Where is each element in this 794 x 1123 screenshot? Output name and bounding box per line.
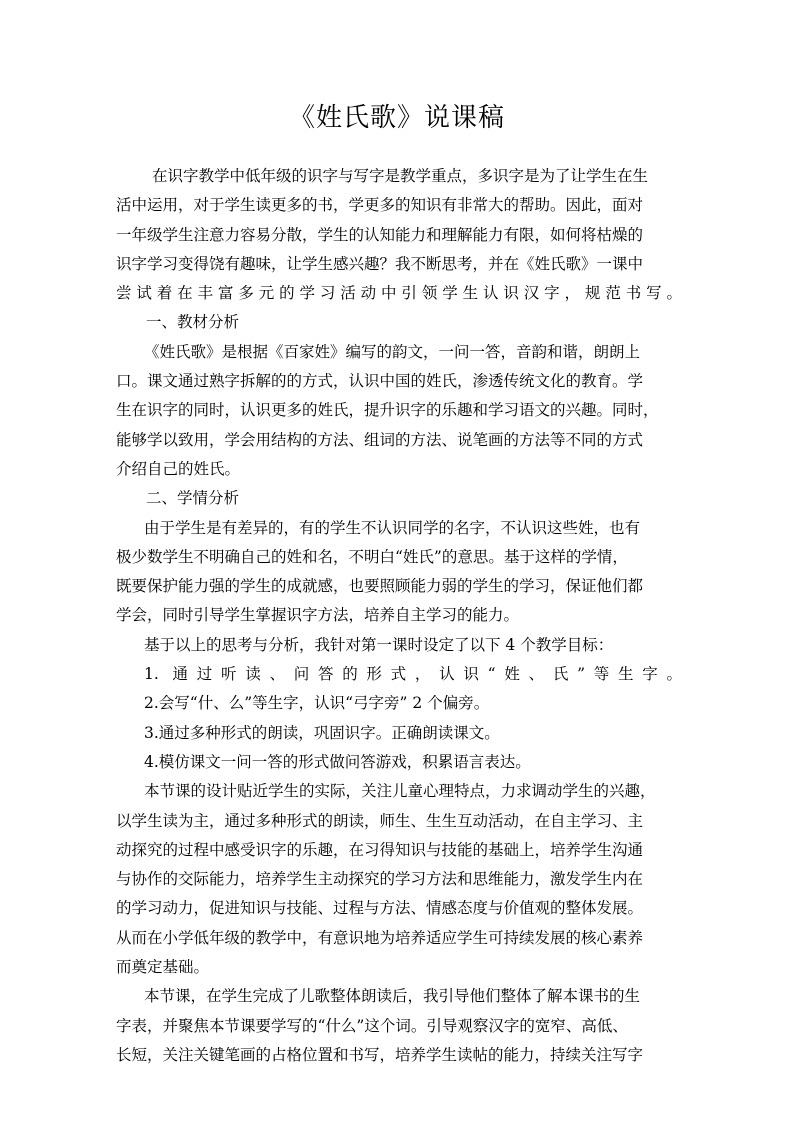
- text-line: 生在识字的同时，认识更多的姓氏，提升识字的乐趣和学习语文的兴趣。同时，: [116, 401, 659, 420]
- text-line: 而奠定基础。: [116, 958, 210, 977]
- text-line: 口。课文通过熟字拆解的的方式，认识中国的姓氏，渗透传统文化的教育。学: [116, 372, 644, 391]
- document-title: 《姓氏歌》说课稿: [288, 103, 505, 133]
- text-line: 活中运用，对于学生读更多的书，学更多的知识有非常大的帮助。因此，面对: [116, 196, 644, 215]
- section-heading: 二、学情分析: [146, 489, 240, 508]
- text-line: 学会，同时引导学生掌握识字方法，培养自主学习的能力。: [116, 606, 520, 625]
- text-line: 长短，关注关键笔画的占格位置和书写，培养学生读帖的能力，持续关注写字: [116, 1045, 644, 1064]
- objective-item: 4.模仿课文一问一答的形式做问答游戏，积累语言表达。: [144, 752, 531, 771]
- text-line: 动探究的过程中感受识字的乐趣，在习得知识与技能的基础上，培养学生沟通: [116, 840, 644, 859]
- text-line: 本节课，在学生完成了儿歌整体朗读后，我引导他们整体了解本课书的生: [144, 987, 641, 1006]
- text-line: 《姓氏歌》是根据《百家姓》编写的韵文，一问一答，音韵和谐，朗朗上: [144, 342, 641, 361]
- text-line: 与协作的交际能力，培养学生主动探究的学习方法和思维能力，激发学生内在: [116, 870, 644, 889]
- text-line: 能够学以致用，学会用结构的方法、组词的方法、说笔画的方法等不同的方式: [116, 430, 644, 449]
- text-line: 的学习动力，促进知识与技能、过程与方法、情感态度与价值观的整体发展。: [116, 899, 644, 918]
- text-line: 字表，并聚焦本节课要学写的“什么”这个词。引导观察汉字的宽窄、高低、: [116, 1016, 628, 1035]
- document-body: [116, 162, 682, 1070]
- text-line: 从而在小学低年级的教学中，有意识地为培养适应学生可持续发展的核心素养: [116, 928, 644, 947]
- text-line: 尝试着在丰富多元的学习活动中引领学生认识汉字，规范书写。: [116, 284, 682, 303]
- text-line: 识字学习变得饶有趣味，让学生感兴趣？我不断思考，并在《姓氏歌》一课中: [116, 254, 644, 273]
- text-line: 由于学生是有差异的，有的学生不认识同学的名字，不认识这些姓，也有: [144, 518, 641, 537]
- section-heading: 一、教材分析: [146, 313, 240, 332]
- text-line: 极少数学生不明确自己的姓和名，不明白“姓氏”的意思。基于这样的学情，: [116, 547, 628, 566]
- text-line: 介绍自己的姓氏。: [116, 459, 241, 478]
- objective-item: 2.会写“什、么”等生字，认识“弓字旁” 2 个偏旁。: [144, 694, 490, 713]
- text-line: 本节课的设计贴近学生的实际，关注儿童心理特点，力求调动学生的兴趣，: [144, 782, 656, 801]
- text-line: 基于以上的思考与分析，我针对第一课时设定了以下 4 个教学目标：: [144, 635, 614, 654]
- objective-item: 1. 通过听读、问答的形式，认识“姓、氏”等生字。: [144, 665, 682, 684]
- text-line: 在识字教学中低年级的识字与写字是教学重点，多识字是为了让学生在生: [152, 167, 649, 185]
- text-line: 以学生读为主，通过多种形式的朗读，师生、生生互动活动，在自主学习、主: [116, 811, 644, 830]
- text-line: 既要保护能力强的学生的成就感，也要照顾能力弱的学生的学习，保证他们都: [116, 577, 644, 596]
- text-line: 一年级学生注意力容易分散，学生的认知能力和理解能力有限，如何将枯燥的: [116, 225, 644, 244]
- objective-item: 3.通过多种形式的朗读，巩固识字。正确朗读课文。: [144, 723, 500, 742]
